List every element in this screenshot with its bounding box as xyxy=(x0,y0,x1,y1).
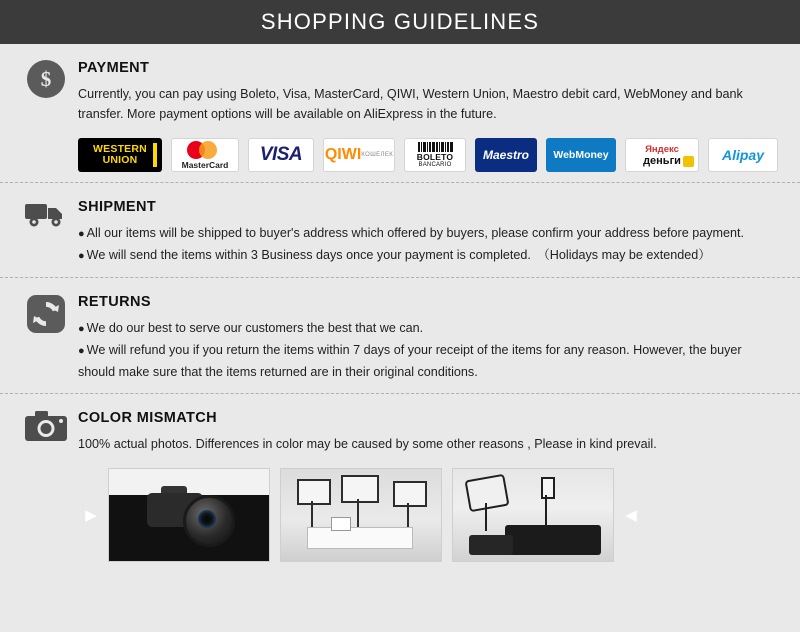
section-shipment xyxy=(0,182,800,277)
shipment-bullet-2: ● We will send the items within 3 Business days once your payment is completed. （Holidays may be extended） xyxy=(78,248,711,262)
camera-icon xyxy=(24,410,68,442)
mastercard-label: MasterCard xyxy=(181,159,229,170)
softbox-left xyxy=(297,479,331,505)
qiwi-logo xyxy=(323,138,395,172)
returns-bullet-2: ● We will refund you if you return the items within 7 days of your receipt of the items for any reason. However, the buyer should make sure that the items returned are in their original conditions. xyxy=(78,343,742,379)
shipment-bullet-1: ● All our items will be shipped to buyer's address which offered by buyers, please confirm your address before payment. xyxy=(78,226,745,240)
boleto-line1: BOLETO xyxy=(416,152,454,162)
softbox-center xyxy=(341,475,379,503)
product-box xyxy=(331,517,351,531)
section-returns xyxy=(0,277,800,393)
section-color-mismatch xyxy=(0,393,800,572)
section-payment xyxy=(0,44,800,182)
returns-bullet-1-text: We do our best to serve our customers the best that we can. xyxy=(86,321,424,335)
boleto-logo xyxy=(404,138,466,172)
qiwi-label: QIWI xyxy=(324,146,362,163)
boleto-barcode xyxy=(418,142,453,152)
shipment-bullet-2-text: We will send the items within 3 Business days once your payment is completed. （Holidays may be extended） xyxy=(86,248,711,262)
western-union-line1: WESTERN xyxy=(93,143,147,155)
returns-bullet-2-text: We will refund you if you return the items within 7 days of your receipt of the items for any reason. However, the buyer should make sure that the items returned are in their original conditions. xyxy=(78,343,742,379)
returns-bullet-1: ● We do our best to serve our customers the best that we can. xyxy=(78,321,424,335)
umbrella-stand xyxy=(485,503,487,531)
softbox-right xyxy=(393,481,427,507)
western-union-bar xyxy=(153,143,157,167)
lighting-gear-photo xyxy=(452,468,614,562)
dollar-icon: $ xyxy=(27,60,65,98)
lamp-stand xyxy=(545,495,547,525)
alipay-logo xyxy=(708,138,778,172)
shipment-icon-wrap xyxy=(18,197,74,229)
payment-title: PAYMENT xyxy=(78,60,150,76)
western-union-line2: UNION xyxy=(102,154,138,166)
page-title: SHOPPING GUIDELINES xyxy=(260,9,540,34)
shipment-bullet-1-text: All our items will be shipped to buyer's address which offered by buyers, please confirm your address before payment. xyxy=(86,226,745,240)
visa-label: VISA xyxy=(259,144,303,165)
shipment-title: SHIPMENT xyxy=(78,199,157,215)
dslr-camera-photo xyxy=(108,468,270,562)
equipment-case xyxy=(505,525,601,555)
alipay-label: Alipay xyxy=(721,147,764,163)
returns-icon-wrap xyxy=(18,292,74,334)
boleto-line2: BANCARIO xyxy=(418,162,452,168)
color-mismatch-title: COLOR MISMATCH xyxy=(78,410,218,426)
payment-icon-wrap xyxy=(18,58,74,98)
shooting-table xyxy=(307,527,413,549)
color-mismatch-icon-wrap xyxy=(18,408,74,442)
mastercard-logo xyxy=(171,138,239,172)
yandex-money-logo xyxy=(625,138,699,172)
yandex-coin-icon xyxy=(683,156,694,167)
equipment-bag xyxy=(469,535,513,555)
maestro-label: Maestro xyxy=(482,148,529,162)
camera-lens xyxy=(183,495,235,547)
gallery-next-arrow[interactable]: ◀ xyxy=(625,506,637,524)
refresh-icon xyxy=(26,294,66,334)
mastercard-circles xyxy=(185,141,225,159)
payment-logos xyxy=(78,138,782,172)
truck-icon xyxy=(24,199,68,229)
yandex-line1: Яндекс xyxy=(645,143,679,155)
studio-softbox-photo xyxy=(280,468,442,562)
payment-paragraph: Currently, you can pay using Boleto, Visa, MasterCard, QIWI, Western Union, Maestro debit card, WebMoney and bank transfer. More payment options will be available on AliExpress in the future. xyxy=(78,87,743,121)
western-union-logo xyxy=(78,138,162,172)
page-header xyxy=(0,0,800,44)
photo-gallery xyxy=(78,468,782,562)
softbox-umbrella xyxy=(465,474,510,512)
webmoney-label: WebMoney xyxy=(553,149,609,161)
yandex-line2: деньги xyxy=(643,154,681,167)
gallery-prev-arrow[interactable]: ▶ xyxy=(85,506,97,524)
qiwi-sublabel: КОШЕЛЕК xyxy=(361,152,394,158)
studio-lamp xyxy=(541,477,555,499)
returns-title: RETURNS xyxy=(78,294,151,310)
webmoney-logo xyxy=(546,138,616,172)
color-mismatch-paragraph: 100% actual photos. Differences in color may be caused by some other reasons , Please in kind prevail. xyxy=(78,437,657,451)
maestro-logo xyxy=(475,138,537,172)
visa-logo xyxy=(248,138,314,172)
